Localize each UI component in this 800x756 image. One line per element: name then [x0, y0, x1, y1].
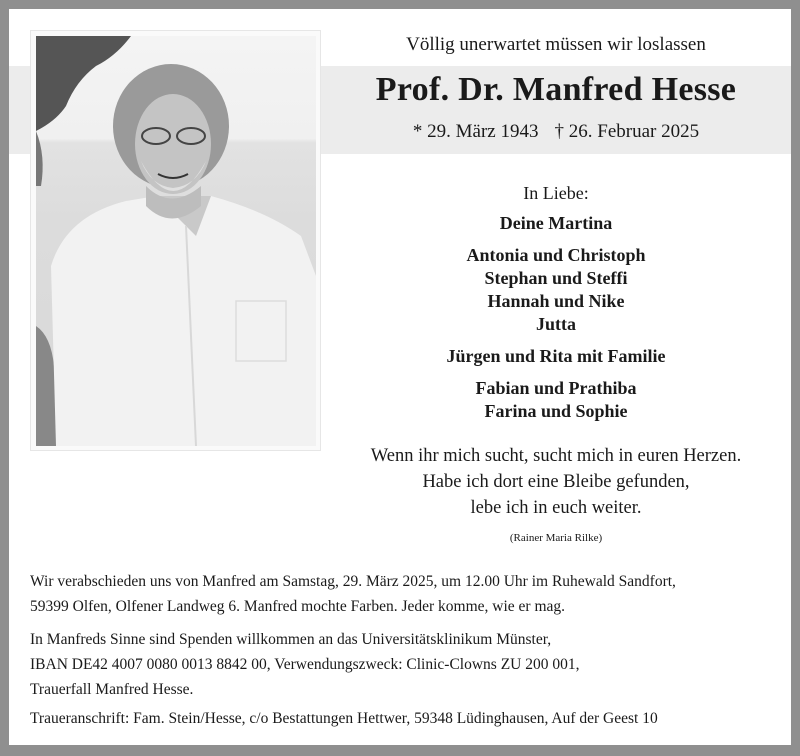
quote-line: lebe ich in euch weiter. [470, 498, 642, 518]
mourner-line: Hannah und Nike [487, 291, 625, 311]
portrait-photo [36, 36, 316, 446]
rilke-quote [321, 443, 791, 521]
mourner-group [321, 244, 791, 336]
farewell-paragraph [30, 569, 780, 619]
birth-date: * 29. März 1943 [412, 121, 539, 142]
quote-author: (Rainer Maria Rilke) [509, 532, 603, 544]
quote-line: Wenn ihr mich sucht, sucht mich in euren Herzen. [370, 446, 742, 466]
donation-paragraph [30, 627, 780, 702]
intro-text: Völlig unerwartet müssen wir loslassen [406, 34, 706, 55]
mourner-line: Stephan und Steffi [484, 268, 628, 288]
mourner-line: Jürgen und Rita mit Familie [446, 346, 666, 366]
mourners-list [321, 212, 791, 432]
deceased-name: Prof. Dr. Manfred Hesse [375, 71, 737, 108]
donation-line: Trauerfall Manfred Hesse. [30, 681, 194, 698]
obituary-card [9, 9, 791, 745]
photo-frame [30, 30, 321, 451]
mourning-address: Traueranschrift: Fam. Stein/Hesse, c/o Bestattungen Hettwer, 59348 Lüdinghausen, Auf der Geest 10 [30, 710, 658, 727]
mourner-line: Farina und Sophie [484, 401, 628, 421]
quote-line: Habe ich dort eine Bleibe gefunden, [422, 472, 690, 492]
mourner-group [321, 345, 791, 368]
donation-line: IBAN DE42 4007 0080 0013 8842 00, Verwendungszweck: Clinic-Clowns ZU 200 001, [30, 656, 580, 673]
farewell-line: 59399 Olfen, Olfener Landweg 6. Manfred mochte Farben. Jeder komme, wie er mag. [30, 598, 565, 615]
mourner-line: Antonia und Christoph [466, 245, 646, 265]
mourner-line: Jutta [536, 314, 576, 334]
life-dates [321, 121, 791, 143]
in-love-label: In Liebe: [523, 183, 589, 203]
farewell-line: Wir verabschieden uns von Manfred am Samstag, 29. März 2025, um 12.00 Uhr im Ruhewald Sandfort, [30, 573, 676, 590]
mourner-line: Deine Martina [499, 213, 613, 233]
mourner-group [321, 212, 791, 235]
death-date: † 26. Februar 2025 [554, 121, 700, 142]
donation-line: In Manfreds Sinne sind Spenden willkommen an das Universitätsklinikum Münster, [30, 631, 552, 648]
mourner-line: Fabian und Prathiba [475, 378, 637, 398]
mourner-group [321, 377, 791, 423]
